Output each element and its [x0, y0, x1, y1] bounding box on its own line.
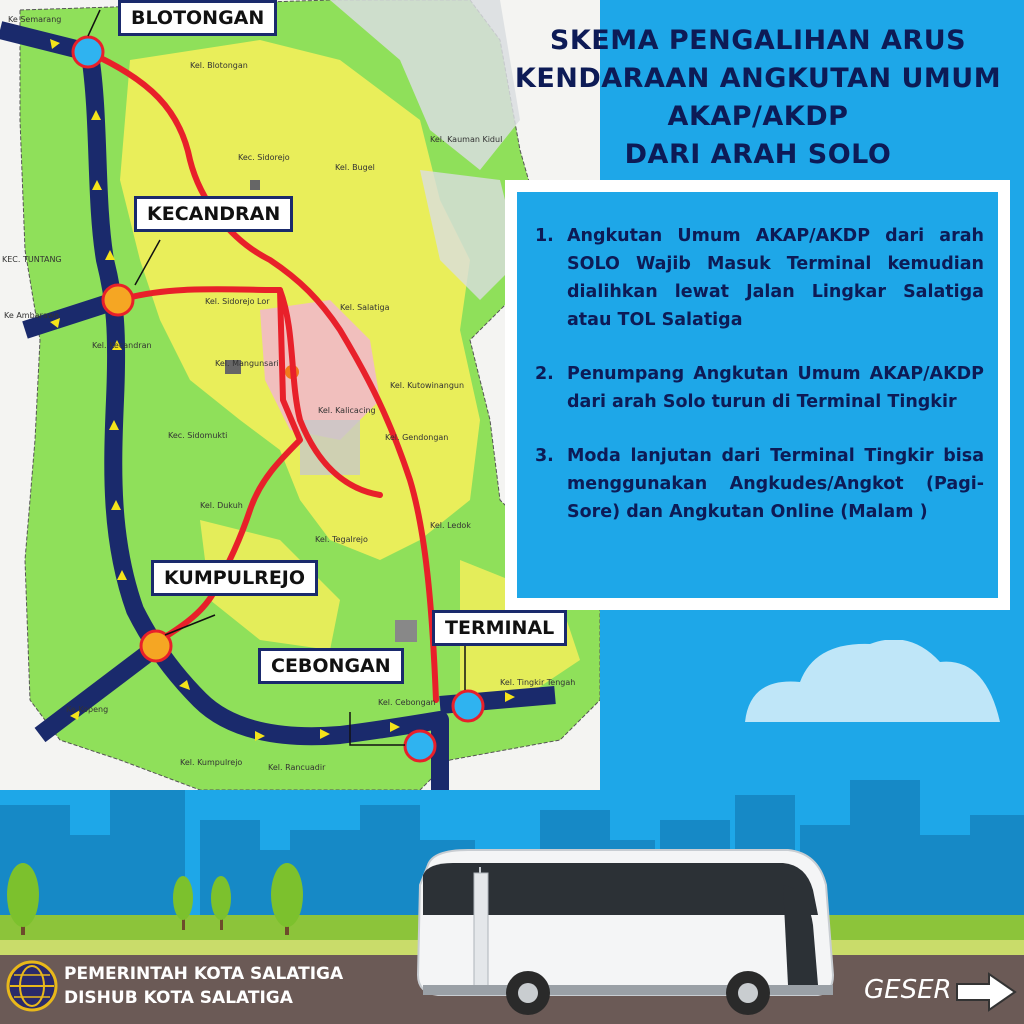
- info-item-text: Penumpang Angkutan Umum AKAP/AKDP dari arah Solo turun di Terminal Tingkir: [567, 364, 984, 412]
- map-text-kel-rancuadir: Kel. Rancuadir: [268, 763, 326, 772]
- map-text-kel-mangunsari: Kel. Mangunsari: [215, 359, 279, 368]
- title-line-4: DARI ARAH SOLO: [624, 139, 892, 170]
- organization-name: [64, 962, 343, 1010]
- info-item: [535, 442, 984, 526]
- info-panel: [505, 180, 1010, 610]
- label-kumpulrejo: KUMPULREJO: [151, 560, 318, 596]
- info-item: [535, 360, 984, 416]
- next-slide-label[interactable]: GESER: [864, 975, 952, 1005]
- map-text-kel-ledok: Kel. Ledok: [430, 521, 471, 530]
- map-text-kel-dukuh: Kel. Dukuh: [200, 501, 243, 510]
- info-item: [535, 222, 984, 334]
- map-text-ke-ambarawa: Ke Ambarawa: [4, 311, 60, 320]
- map-text-kel-kauman-kidul: Kel. Kauman Kidul: [430, 135, 503, 144]
- label-kecandran: KECANDRAN: [134, 196, 293, 232]
- map-text-kel-kecandran: Kel. Kecandran: [92, 341, 152, 350]
- map-text-kel-salatiga: Kel. Salatiga: [340, 303, 390, 312]
- info-item-text: Moda lanjutan dari Terminal Tingkir bisa menggunakan Angkudes/Angkot (Pagi-Sore) dan Angkutan Online (Malam ): [567, 446, 984, 522]
- kecandran-junction-icon: [103, 285, 133, 315]
- info-item-number: 2.: [535, 364, 554, 384]
- label-cebongan: CEBONGAN: [258, 648, 404, 684]
- map-text-kec-tuntang: KEC. TUNTANG: [2, 255, 62, 264]
- arrow-right-icon[interactable]: [955, 972, 1017, 1012]
- org-line-1: PEMERINTAH KOTA SALATIGA: [64, 964, 344, 984]
- map-text-kel-kalicacing: Kel. Kalicacing: [318, 406, 376, 415]
- map-text-kel-bugel: Kel. Bugel: [335, 163, 375, 172]
- map-text-kel-tegalrejo: Kel. Tegalrejo: [315, 535, 368, 544]
- map-text-ke-semarang: Ke Semarang: [8, 15, 62, 24]
- label-terminal: TERMINAL: [432, 610, 567, 646]
- page-title: [508, 22, 1008, 174]
- map-text-kel-sidorejo-lor: Kel. Sidorejo Lor: [205, 297, 270, 306]
- map-block: [250, 180, 260, 190]
- map-text-kel-kumpulrejo: Kel. Kumpulrejo: [180, 758, 243, 767]
- map-text-kel-tingkir-tengah: Kel. Tingkir Tengah: [500, 678, 576, 687]
- terminal-junction-icon: [453, 691, 483, 721]
- label-blotongan: BLOTONGAN: [118, 0, 277, 36]
- cloud-icon: [745, 640, 1005, 725]
- map-text-kel-blotongan: Kel. Blotongan: [190, 61, 248, 70]
- org-line-2: DISHUB KOTA SALATIGA: [64, 988, 293, 1008]
- title-line-1: SKEMA PENGALIHAN ARUS: [549, 25, 967, 56]
- map-text-kel-cebongan: Kel. Cebongan: [378, 698, 436, 707]
- map-text-kel-gendongan: Kel. Gendongan: [385, 433, 449, 442]
- info-panel-body: [517, 192, 998, 598]
- title-line-3: AKAP/AKDP: [667, 101, 849, 132]
- blotongan-junction-icon: [73, 37, 103, 67]
- map-text-ke-kopeng: Ke Kopeng: [66, 705, 109, 714]
- kumpulrejo-junction-icon: [141, 631, 171, 661]
- dishub-logo-icon: [6, 960, 58, 1012]
- map-text-kel-kutowinangun: Kel. Kutowinangun: [390, 381, 465, 390]
- info-item-number: 1.: [535, 226, 554, 246]
- map-text-kec-sidomukti: Kec. Sidomukti: [168, 431, 228, 440]
- title-line-2: KENDARAAN ANGKUTAN UMUM: [514, 63, 1002, 94]
- bus-icon: [408, 845, 838, 1020]
- cebongan-junction-icon: [405, 731, 435, 761]
- map-block: [395, 620, 417, 642]
- map-text-kec-sidorejo: Kec. Sidorejo: [238, 153, 290, 162]
- info-item-number: 3.: [535, 446, 554, 466]
- info-item-text: Angkutan Umum AKAP/AKDP dari arah SOLO Wajib Masuk Terminal kemudian dialihkan lewat Jalan Lingkar Salatiga atau TOL Salatiga: [567, 226, 984, 330]
